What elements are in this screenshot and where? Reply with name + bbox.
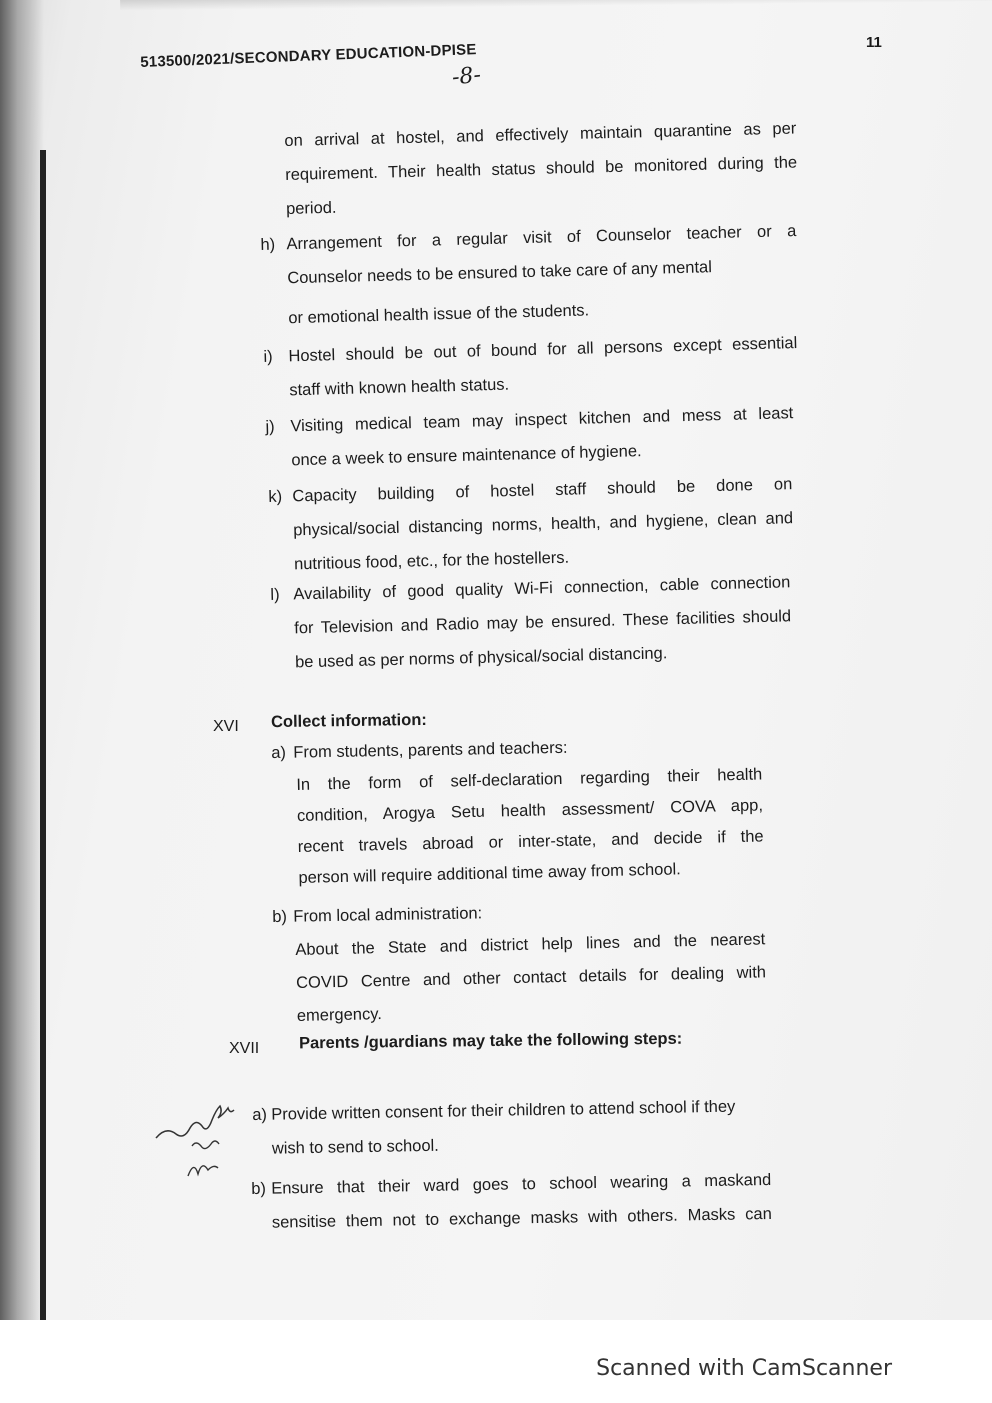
text-line: period. [285, 198, 337, 218]
text-line: Availability of good quality Wi-Fi connection, cable connection [293, 573, 791, 604]
list-marker: b) [251, 1179, 267, 1198]
continuation-paragraph [284, 111, 798, 225]
list-marker: k) [268, 487, 283, 506]
text-line: COVID Centre and other contact details for dealing with [295, 963, 767, 992]
section-xvii-title: Parents /guardians may take the following steps: [298, 1029, 683, 1053]
text-line: requirement. Their health status should be monitored during the [285, 153, 798, 184]
list-marker: i) [263, 347, 273, 366]
text-line: or emotional health issue of the students. [288, 301, 590, 328]
text-line: for Television and Radio may be ensured. These facilities should [294, 607, 792, 638]
list-marker: b) [272, 907, 288, 926]
text-line: recent travels abroad or inter-state, and decide if the [297, 827, 764, 856]
text-line: be used as per norms of physical/social distancing. [294, 644, 668, 672]
scan-edge-line [40, 150, 46, 1320]
scan-edge-shadow [0, 0, 44, 1320]
text-line: Visiting medical team may inspect kitchen and mess at least [290, 404, 794, 436]
page-fold-shadow [120, 0, 992, 11]
xvii-item-a [252, 1089, 773, 1166]
text-line: Arrangement for a regular visit of Counselor teacher or a [286, 221, 797, 254]
section-numeral-xvi: XVI [213, 718, 239, 735]
text-line: Capacity building of hostel staff should be done on [292, 475, 793, 506]
text-line: condition, Arogya Setu health assessment/ COVA app, [296, 796, 764, 825]
subheading: From local administration: [293, 904, 483, 926]
text-line: Provide written consent for their children to attend school if they [271, 1097, 736, 1124]
text-line: Hostel should be out of bound for all persons except essential [288, 334, 798, 366]
text-line: once a week to ensure maintenance of hygiene. [291, 442, 642, 470]
handwritten-signature-icon [148, 1088, 258, 1178]
section-numeral-xvii: XVII [229, 1040, 260, 1057]
list-item-k [268, 467, 794, 582]
text-line: Ensure that their ward goes to school wearing a maskand [271, 1170, 772, 1198]
text-line: staff with known health status. [289, 375, 510, 400]
list-item-j [265, 396, 795, 478]
text-line: physical/social distancing norms, health, and hygiene, clean and [293, 509, 794, 540]
list-item-i [263, 326, 799, 408]
file-reference: 513500/2021/SECONDARY EDUCATION-DPISE [140, 41, 477, 71]
text-line: Counselor needs to be ensured to take care of any mental [287, 258, 713, 288]
list-marker: h) [260, 235, 276, 254]
page-number: 11 [866, 34, 882, 51]
list-marker: a) [271, 743, 287, 762]
list-item-l [270, 565, 792, 680]
text-line: sensitise them not to exchange masks with others. Masks can [271, 1204, 772, 1232]
scanner-watermark: Scanned with CamScanner [596, 1356, 892, 1381]
xvi-item-a-body [296, 759, 765, 894]
subheading: From students, parents and teachers: [293, 738, 568, 762]
section-xvi-title: Collect information: [270, 710, 427, 732]
text-line: on arrival at hostel, and effectively maintain quarantine as per [284, 119, 797, 150]
xvi-item-b-body [295, 923, 767, 1033]
text-line: wish to send to school. [271, 1136, 439, 1158]
list-item-h [260, 214, 799, 336]
text-line: About the State and district help lines and the nearest [295, 930, 766, 959]
text-line: person will require additional time away from school. [298, 860, 681, 887]
list-marker: j) [265, 417, 275, 436]
list-marker: a) [252, 1105, 268, 1124]
text-line: In the form of self-declaration regarding their health [296, 765, 763, 794]
list-marker: l) [270, 585, 280, 604]
text-line: nutritious food, etc., for the hostellers. [293, 548, 570, 574]
text-line: emergency. [296, 1005, 383, 1025]
handwritten-page-mark: -8- [450, 62, 483, 91]
xvii-item-b [251, 1163, 772, 1240]
